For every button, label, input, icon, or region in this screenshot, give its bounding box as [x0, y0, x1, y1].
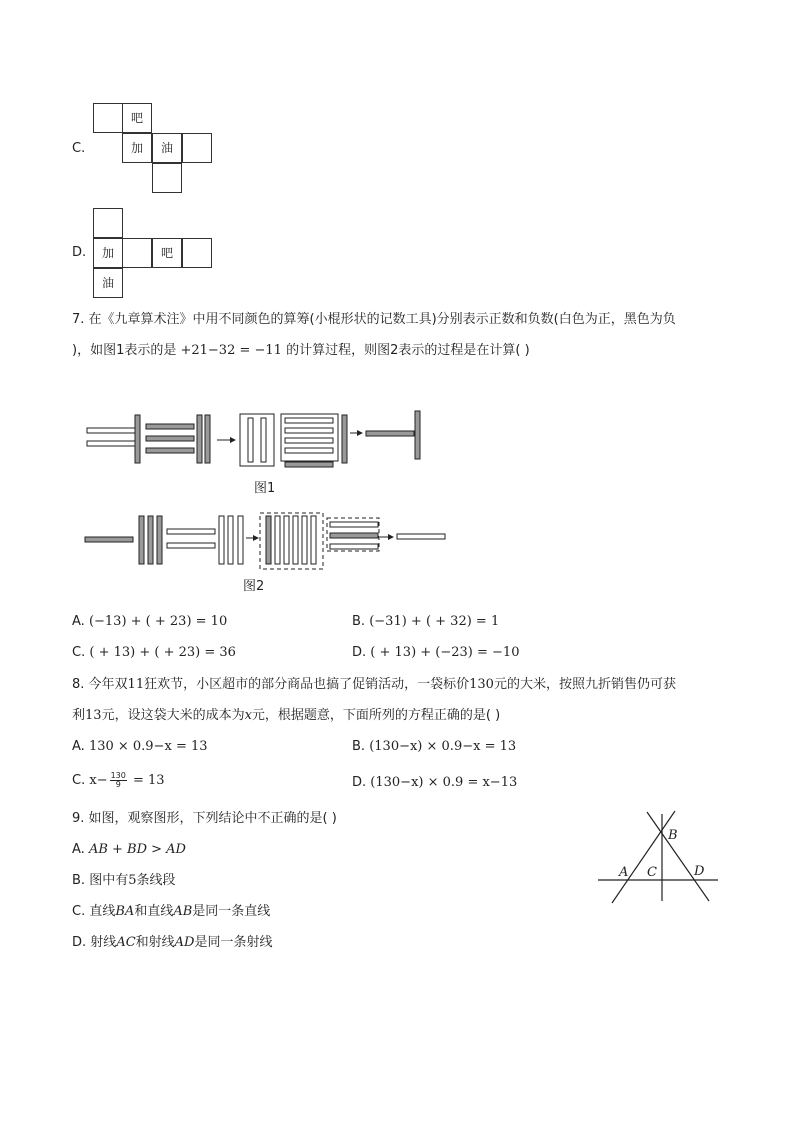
q7-stem-line1: 7. 在《九章算术注》中用不同颜色的算筹(小棍形状的记数工具)分别表示正数和负数(白色为正，黑色为负 [72, 312, 676, 327]
q8-text: 利 [72, 708, 86, 723]
option-c-label: C. [72, 141, 86, 156]
option-label: C. [72, 773, 86, 788]
q8-number: 11 [127, 677, 145, 692]
option-label: C. [72, 904, 86, 919]
option-label: A. [72, 614, 85, 629]
q8-number: 130 [469, 677, 494, 692]
option-text: 射线 [90, 935, 117, 950]
q8-text: 元的大米，按照九折销售仍可获 [493, 677, 676, 692]
figure-1-caption: 图1 [254, 481, 276, 496]
option-label: B. [352, 739, 366, 754]
option-d-label: D. [72, 245, 87, 260]
option-label: D. [352, 645, 367, 660]
option-number: 5 [128, 873, 137, 888]
q8-text: 狂欢节，小区超市的部分商品也搞了促销活动，一袋标价 [144, 677, 470, 692]
net-cell: 吧 [152, 238, 182, 268]
option-expr: ( + 13) + (−23) = −10 [370, 645, 520, 660]
option-var: AB [173, 904, 193, 919]
option-text: 直线 [89, 904, 116, 919]
option-expr: ( + 13) + ( + 23) = 36 [89, 645, 236, 660]
option-label: B. [352, 614, 366, 629]
option-label: A. [72, 842, 85, 857]
point-label-b: B [668, 828, 678, 843]
net-cell: 加 [122, 133, 152, 163]
option-text: 条线段 [136, 873, 176, 888]
option-text: 是同一条射线 [194, 935, 273, 950]
q8-variable: x [244, 708, 252, 723]
net-cell: 加 [93, 238, 123, 268]
q8-number: 13 [85, 708, 102, 723]
option-label: D. [352, 775, 367, 790]
line-bd [647, 812, 709, 901]
net-cell: 油 [93, 268, 123, 298]
fraction-denominator: 9 [115, 780, 121, 789]
point-label-a: A [619, 865, 629, 880]
net-cell: 油 [152, 133, 182, 163]
option-text: 和射线 [135, 935, 175, 950]
point-label-c: C [647, 865, 657, 880]
option-text: 是同一条直线 [192, 904, 271, 919]
net-cell: 吧 [122, 103, 152, 133]
q7-text: 的计算过程，则图2表示的过程是在计算( ) [286, 343, 530, 358]
option-label: A. [72, 739, 85, 754]
q9-stem: 9. 如图，观察图形，下列结论中不正确的是( ) [72, 811, 337, 826]
option-var: AC [116, 935, 136, 950]
option-label: B. [72, 873, 86, 888]
option-expr: 130 × 0.9−x = 13 [88, 739, 208, 754]
option-expr: = 13 [128, 773, 165, 788]
option-text: 图中有 [89, 873, 129, 888]
option-expr: (−31) + ( + 32) = 1 [369, 614, 500, 629]
figure-2-caption: 图2 [243, 579, 265, 594]
option-var: BA [115, 904, 135, 919]
q8-text: 元，根据题意，下面所列的方程正确的是( ) [251, 708, 501, 723]
option-expr: (130−x) × 0.9 = x−13 [370, 775, 518, 790]
option-expr: AB + BD > AD [88, 842, 186, 857]
option-expr: (130−x) × 0.9−x = 13 [369, 739, 517, 754]
option-var: AD [174, 935, 195, 950]
q7-text: )，如图1表示的是 [72, 343, 177, 358]
line-ab [612, 811, 675, 903]
q7-equation: +21−32 = −11 [180, 343, 282, 358]
q8-text: 元，设这袋大米的成本为 [101, 708, 245, 723]
option-label: C. [72, 645, 86, 660]
q8-text: 8. 今年双 [72, 677, 128, 692]
option-expr: x− [89, 773, 108, 788]
point-label-d: D [694, 864, 705, 879]
option-label: D. [72, 935, 87, 950]
fraction-numerator: 130 [110, 771, 126, 780]
option-text: 和直线 [134, 904, 174, 919]
option-expr: (−13) + ( + 23) = 10 [88, 614, 228, 629]
